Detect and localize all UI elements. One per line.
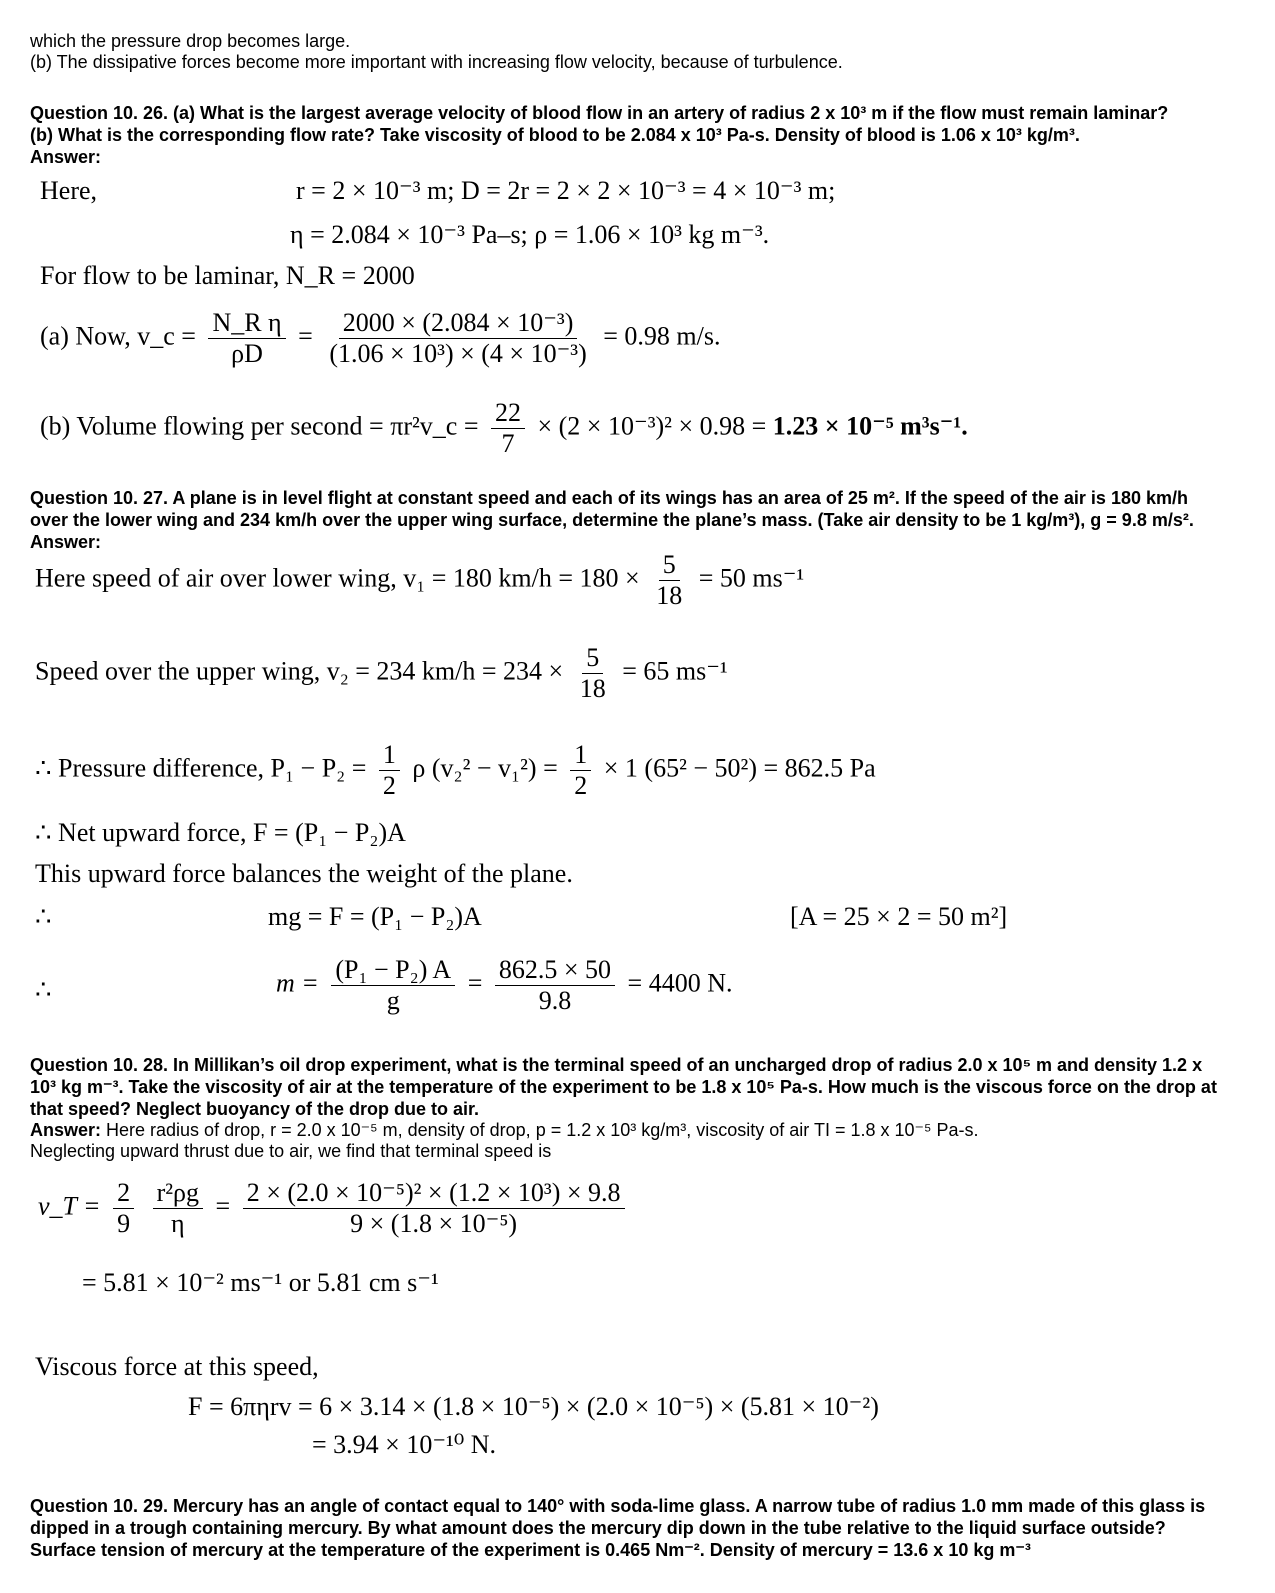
q27-pd-half2-num: 1 [570,740,591,771]
q28-viscous-label: Viscous force at this speed, [35,1352,319,1381]
q28-vt-f3-den: 9 × (1.8 × 10⁻⁵) [350,1209,518,1238]
q26-a-frac2-den: (1.06 × 10³) × (4 × 10⁻³) [329,339,587,368]
q28-vt-label: v_T = [38,1191,101,1221]
q27-v2 [35,643,728,704]
q27-v2-den: 18 [579,674,606,703]
q27-pd-rest: × 1 (65² − 50²) [603,753,757,783]
q29-question-line-2: dipped in a trough containing mercury. By what amount does the mercury dip down in the tube relative to the liquid surface outside? [30,1518,1166,1538]
q27-therefore-1: ∴ [35,902,52,931]
q28-force-equation: F = 6πηrv = 6 × 3.14 × (1.8 × 10⁻⁵) × (2.0 × 10⁻⁵) × (5.81 × 10⁻²) [188,1392,879,1421]
q26-given-2: η = 2.084 × 10⁻³ Pa–s; ρ = 1.06 × 10³ kg m⁻³. [290,220,770,249]
q27-answer-label: Answer: [30,532,102,552]
q27-v1-result: = 50 ms⁻¹ [698,563,805,593]
intro-line-2: (b) The dissipative forces become more important with increasing flow velocity, because of turbulence. [30,52,843,72]
q27-m-frac2-den: 9.8 [538,986,572,1015]
q28-vt-f1-num: 2 [113,1178,134,1209]
q26-a-result: = 0.98 m/s. [603,321,721,351]
q26-b-result: 1.23 × 10⁻⁵ m³s⁻¹. [772,411,968,441]
q27-v1 [35,550,804,611]
q26-here: Here, [40,176,98,205]
q27-net-force: ∴ Net upward force, F = (P₁ − P₂)A [35,818,406,847]
q27-m-frac1-num: (P₁ − P₂) A [331,955,455,986]
q27-v1-num: 5 [659,550,680,581]
q28-question-line-1: Question 10. 28. In Millikan’s oil drop experiment, what is the terminal speed of an uncharged drop of radius 2.0 x 10⁵ m and density 1.2 x [30,1055,1203,1075]
q27-mg-eq: mg = F = (P₁ − P₂)A [268,902,482,931]
q27-v1-den: 18 [656,581,683,610]
q27-question-line-1: Question 10. 27. A plane is in level flight at constant speed and each of its wings has an area of 25 m². If the speed of the air is 180 km/h [30,488,1188,508]
q27-pd-mid: ρ (v₂² − v₁²) = [412,753,558,783]
q27-v2-num: 5 [582,643,603,674]
q28-question-line-2: 10³ kg m⁻³. Take the viscosity of air at the temperature of the experiment to be 1.8 x 10⁵ Pa-s. How much is the viscous force on the drop at [30,1077,1217,1097]
q28-question-line-3: that speed? Neglect buoyancy of the drop due to air. [30,1099,480,1119]
q28-answer-text: Here radius of drop, r = 2.0 x 10⁻⁵ m, density of drop, p = 1.2 x 10³ kg/m³, viscosity of air TI = 1.8 x 10⁻⁵ Pa-s. [101,1120,979,1140]
q28-vt-f2-num: r²ρg [153,1178,203,1209]
q26-part-b [40,398,968,459]
q26-b-frac-den: 7 [501,429,515,458]
q27-m-result: = 4400 N. [627,968,733,998]
q27-v2-result: = 65 ms⁻¹ [622,656,728,686]
q27-v1-text: Here speed of air over lower wing, v₁ = 180 km/h = 180 × [35,563,640,593]
q26-a-frac1-den: ρD [231,339,263,368]
q26-question-line-1: Question 10. 26. (a) What is the largest average velocity of blood flow in an artery of radius 2 x 10³ m if the flow must remain laminar? [30,103,1169,123]
q29-question-line-1: Question 10. 29. Mercury has an angle of contact equal to 140° with soda-lime glass. A narrow tube of radius 1.0 mm made of this glass is [30,1496,1206,1516]
intro-line-1: which the pressure drop becomes large. [30,31,351,51]
q27-balance: This upward force balances the weight of the plane. [35,859,573,888]
q29-question-line-3: Surface tension of mercury at the temperature of the experiment is 0.465 Nm⁻². Density of mercury = 13.6 x 10 kg m⁻³ [30,1540,1031,1560]
q26-laminar: For flow to be laminar, N_R = 2000 [40,261,415,290]
q28-vt-f2-den: η [170,1209,185,1238]
q26-part-a: (a) Now, v_c = $\frac{\text{N\_R η}}{\rho D}$ = $\frac{\text{2000 × (2.084 × 10⁻³)}}{\text{(1.06 × 10³) × (4 × 10⁻³)}}$ = 0.98 m/s. [40,308,721,368]
q28-answer [30,1119,979,1141]
q26-a-prefix: (a) Now, v_c = [40,321,196,351]
q28-force-result: = 3.94 × 10⁻¹⁰ N. [312,1430,497,1459]
q28-vt-f3-num: 2 × (2.0 × 10⁻⁵)² × (1.2 × 10³) × 9.8 [243,1178,625,1209]
q26-b-prefix: (b) Volume flowing per second = πr²v_c = [40,411,479,441]
q28-answer-label: Answer: [30,1120,102,1140]
q27-pd-half1-num: 1 [379,740,400,771]
q27-m-label: m = [276,968,319,998]
q27-mass: m = $\frac{\text{(P₁ − P₂) A}}{g}$ = $\frac{862.5 \times 50}{9.8}$ = 4400 N. [276,955,733,1015]
q26-b-rest: × (2 × 10⁻³)² × 0.98 = [537,411,767,441]
q27-therefore-2: ∴ [35,975,52,1004]
q27-pd-half2-den: 2 [574,771,588,800]
q28-vt-f1-den: 9 [117,1209,131,1238]
q28-neglect: Neglecting upward thrust due to air, we find that terminal speed is [30,1141,552,1161]
q27-pd-text: ∴ Pressure difference, P₁ − P₂ = [35,753,367,783]
q26-given-1: r = 2 × 10⁻³ m; D = 2r = 2 × 2 × 10⁻³ = 4 × 10⁻³ m; [296,176,836,205]
q27-m-frac2-num: 862.5 × 50 [495,955,615,986]
q27-v2-text: Speed over the upper wing, v₂ = 234 km/h = 234 × [35,656,564,686]
q26-question-line-2: (b) What is the corresponding flow rate? Take viscosity of blood to be 2.084 x 10³ Pa-s. Density of blood is 1.06 x 10³ kg/m³. [30,125,1080,145]
q26-a-frac1-num: N_R η [208,308,285,339]
q27-area-note: [A = 25 × 2 = 50 m²] [790,902,1008,931]
q26-b-frac-num: 22 [491,398,525,429]
q28-vt-equation: v_T = $\frac{2}{9}$ $\frac{\text{r²ρg}}{\eta}$ = $\frac{\text{2 × (2.0 × 10⁻⁵)² × (1.2 × 10³) × 9.8}}{\text{9 × (1.8 × 10⁻⁵)}}$ [38,1178,631,1239]
q27-pd-half1-den: 2 [382,771,396,800]
q26-answer-label: Answer: [30,147,102,167]
q26-a-frac2-num: 2000 × (2.084 × 10⁻³) [339,308,578,339]
q27-pressure-difference [35,740,876,801]
q27-question-line-2: over the lower wing and 234 km/h over the upper wing surface, determine the plane’s mass. (Take air density to be 1 kg/m³), g = 9.8 m/s². [30,510,1194,530]
q27-m-frac1-den: g [386,986,400,1015]
q27-pd-result: = 862.5 Pa [763,753,876,783]
q28-vt-result: = 5.81 × 10⁻² ms⁻¹ or 5.81 cm s⁻¹ [82,1268,439,1297]
